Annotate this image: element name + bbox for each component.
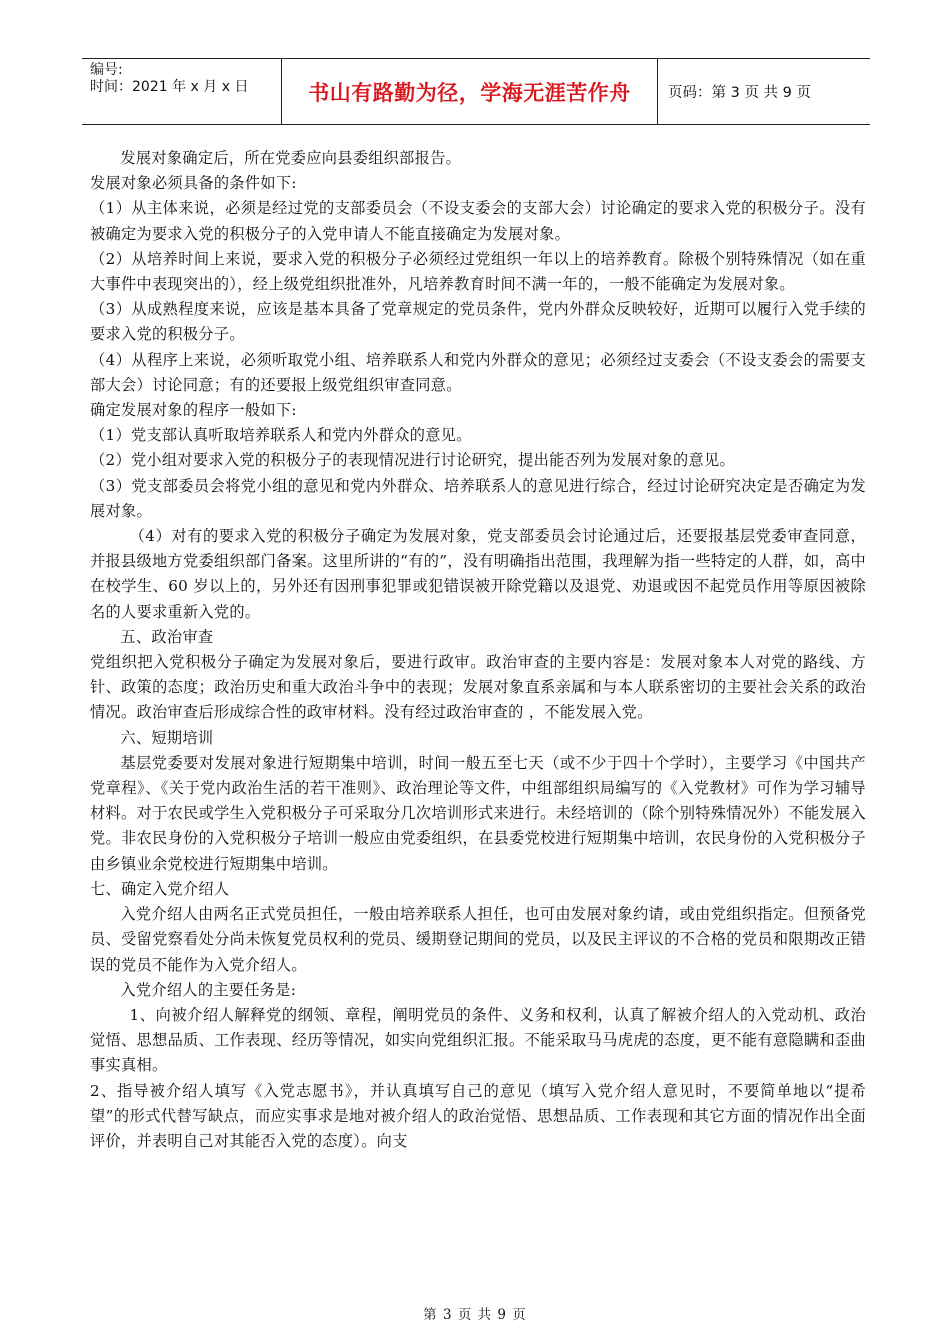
body-paragraph: （4）从程序上来说，必须听取党小组、培养联系人和党内外群众的意见；必须经过支委会（不设支委会的需要支部大会）讨论同意；有的还要报上级党组织审查同意。 [90,350,866,394]
body-paragraph: （2）从培养时间上来说，要求入党的积极分子必须经过党组织一年以上的培养教育。除极个别特殊情况（如在重大事件中表现突出的），经上级党组织批准外，凡培养教育时间不满一年的，一般不能确定为发展对象。 [90,249,866,294]
body-paragraph: （1）从主体来说，必须是经过党的支部委员会（不设支委会的支部大会）讨论确定的要求入党的积极分子。没有被确定为要求入党的积极分子的入党申请人不能直接确定为发展对象。 [90,199,866,243]
body-paragraph: 入党介绍人的主要任务是: [120,980,297,999]
page-header [82,58,870,125]
body-paragraph: （3）党支部委员会将党小组的意见和党内外群众、培养联系人的意见进行综合，经过讨论研究决定是否确定为发展对象。 [90,476,866,520]
body-paragraph: （1）党支部认真听取培养联系人和党内外群众的意见。 [90,426,472,445]
body-paragraph: 入党介绍人由两名正式党员担任，一般由培养联系人担任，也可由发展对象约请，或由党组织指定。但预备党员、受留党察看处分尚未恢复党员权利的党员、缓期登记期间的党员，以及民主评议的不合格的党员和限期改正错误的党员不能作为入党介绍人。 [90,905,866,974]
body-paragraph: 1、向被介绍人解释党的纲领、章程，阐明党员的条件、义务和权利，认真了解被介绍人的入党动机、政治觉悟、思想品质、工作表现、经历等情况，如实向党组织汇报。不能采取马马虎虎的态度，更不能有意隐瞒和歪曲事实真相。 [90,1005,866,1075]
section-heading: 七、确定入党介绍人 [90,879,230,898]
document-body [90,146,866,1154]
body-paragraph: 发展对象确定后，所在党委应向县委组织部报告。 [120,149,462,167]
body-paragraph: （4）对有的要求入党的积极分子确定为发展对象，党支部委员会讨论通过后，还要报基层党委审查同意，并报县级地方党委组织部门备案。这里所讲的“有的”，没有明确指出范围，我理解为指一些特定的人群，如，高中在校学生、60 岁以上的，另外还有因刑事犯罪或犯错误被开除党籍以及退党、劝退或因不起党员作用等原因被除名的人要求重新入党的。 [90,527,866,621]
body-paragraph: （3）从成熟程度来说，应该是基本具备了党章规定的党员条件，党内外群众反映较好，近期可以履行入党手续的要求入党的积极分子。 [90,300,866,344]
document-number-label: 编号: [90,62,123,78]
page-footer: 第 3 页 共 9 页 [423,1307,527,1323]
document-date: 时间：2021 年 x 月 x 日 [90,79,249,95]
body-paragraph: 党组织把入党积极分子确定为发展对象后，要进行政审。政治审查的主要内容是：发展对象本人对党的路线、方针、政策的态度；政治历史和重大政治斗争中的表现；发展对象直系亲属和与本人联系密切的主要社会关系的政治情况。政治审查后形成综合性的政审材料。没有经过政治审查的 ，不能发展入党。 [90,653,866,722]
header-meta-cell [82,59,282,124]
header-motto: 书山有路勤为径，学海无涯苦作舟 [282,59,658,124]
header-page-info: 页码：第 3 页 共 9 页 [668,85,811,101]
body-paragraph: 发展对象必须具备的条件如下: [90,174,297,193]
body-paragraph: 确定发展对象的程序一般如下: [90,401,297,420]
body-paragraph: 2、指导被介绍人填写《入党志愿书》，并认真填写自己的意见（填写入党介绍人意见时，不要简单地以“提希望”的形式代替写缺点，而应实事求是地对被介绍人的政治觉悟、思想品质、工作表现和其它方面的情况作出全面评价，并表明自己对其能否入党的态度）。向支 [90,1081,866,1150]
section-heading: 六、短期培训 [120,728,214,747]
body-paragraph: 基层党委要对发展对象进行短期集中培训，时间一般五至七天（或不少于四十个学时），主要学习《中国共产党章程》、《关于党内政治生活的若干准则》、政治理论等文件，中组部组织局编写的《入党教材》可作为学习辅导材料。对于农民或学生入党积极分子可采取分几次培训形式来进行。未经培训的（除个别特殊情况外）不能发展入党。非农民身份的入党积极分子培训一般应由党委组织，在县委党校进行短期集中培训，农民身份的入党积极分子由乡镇业余党校进行短期集中培训。 [90,753,866,873]
section-heading: 五、政治审查 [120,627,214,646]
body-paragraph: （2）党小组对要求入党的积极分子的表现情况进行讨论研究，提出能否列为发展对象的意见。 [90,451,735,470]
